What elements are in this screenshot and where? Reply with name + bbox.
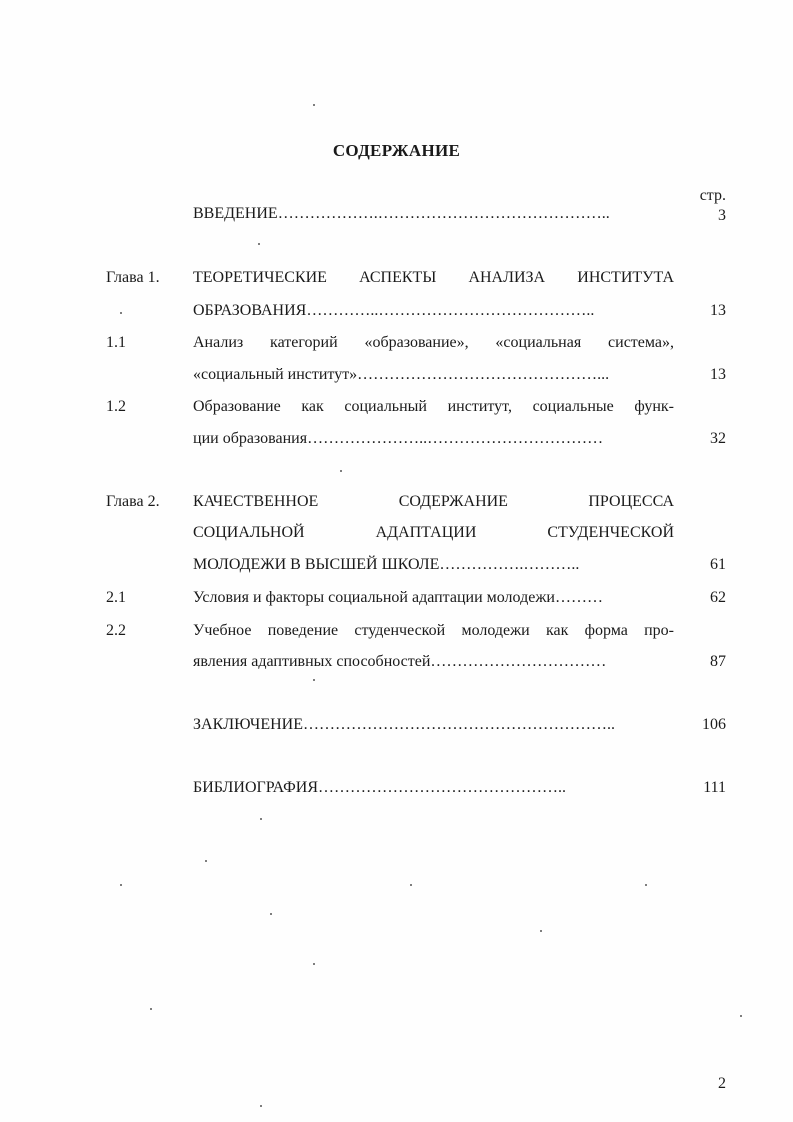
toc-entry-page: 13 <box>710 302 726 319</box>
toc-entry-text: Учебное поведение студенческой молодежи как форма про- <box>193 622 674 639</box>
scan-speck <box>313 963 315 965</box>
toc-entry-text-continued: «социальный институт»………………………………………... <box>193 366 610 383</box>
scan-speck <box>740 1015 742 1017</box>
toc-entry-number: 1.1 <box>106 334 126 351</box>
toc-entry-page: 87 <box>710 653 726 670</box>
toc-entry-number: 1.2 <box>106 398 126 415</box>
scan-speck <box>120 884 122 886</box>
toc-entry-text: Условия и факторы социальной адаптации молодежи……… <box>193 589 603 606</box>
toc-entry-text: КАЧЕСТВЕННОЕ СОДЕРЖАНИЕ ПРОЦЕССА <box>193 493 674 510</box>
toc-entry-page: 62 <box>710 589 726 606</box>
page-title: СОДЕРЖАНИЕ <box>332 141 461 160</box>
toc-entry-text: Образование как социальный институт, социальные функ- <box>193 398 674 415</box>
scan-speck <box>540 930 542 932</box>
toc-entry-number: 2.1 <box>106 589 126 606</box>
toc-entry-text: Анализ категорий «образование», «социальная система», <box>193 334 674 351</box>
footer-page-number: 2 <box>718 1075 726 1092</box>
page-column-label: стр. <box>699 187 726 204</box>
scan-speck <box>258 243 260 245</box>
toc-entry-text-continued: явления адаптивных способностей…………………………… <box>193 653 607 670</box>
toc-entry-number: 2.2 <box>106 622 126 639</box>
toc-entry-page: 61 <box>710 556 726 573</box>
toc-entry-page: 13 <box>710 366 726 383</box>
toc-entry-page: 106 <box>702 716 726 733</box>
toc-entry-number: Глава 1. <box>106 269 160 286</box>
toc-entry-text-continued: ОБРАЗОВАНИЯ…………..………………………………….. <box>193 302 595 319</box>
scan-speck <box>270 913 272 915</box>
scan-speck <box>120 312 122 314</box>
toc-entry-number: Глава 2. <box>106 493 160 510</box>
toc-entry-page: 3 <box>718 207 726 224</box>
scan-speck <box>645 884 647 886</box>
scan-speck <box>313 104 315 106</box>
toc-entry-page: 111 <box>703 779 726 796</box>
toc-entry-text-continued: СОЦИАЛЬНОЙ АДАПТАЦИИ СТУДЕНЧЕСКОЙ <box>193 524 674 541</box>
toc-entry-page: 32 <box>710 430 726 447</box>
scan-speck <box>260 818 262 820</box>
scan-speck <box>313 679 315 681</box>
toc-entry-text: ЗАКЛЮЧЕНИЕ………………………………………………….. <box>193 716 615 733</box>
scan-speck <box>205 860 207 862</box>
scan-speck <box>150 1008 152 1010</box>
toc-entry-text-continued: ции образования…………………..…………………………… <box>193 430 604 447</box>
scan-speck <box>340 470 342 472</box>
toc-entry-text-continued: МОЛОДЕЖИ В ВЫСШЕЙ ШКОЛЕ…………….……….. <box>193 556 580 573</box>
toc-entry-text: БИБЛИОГРАФИЯ……………………………………….. <box>193 779 567 796</box>
toc-entry-text: ТЕОРЕТИЧЕСКИЕ АСПЕКТЫ АНАЛИЗА ИНСТИТУТА <box>193 269 674 286</box>
toc-entry-text: ВВЕДЕНИЕ……………….…………………………………….. <box>193 205 610 222</box>
scan-speck <box>260 1105 262 1107</box>
scan-speck <box>410 884 412 886</box>
